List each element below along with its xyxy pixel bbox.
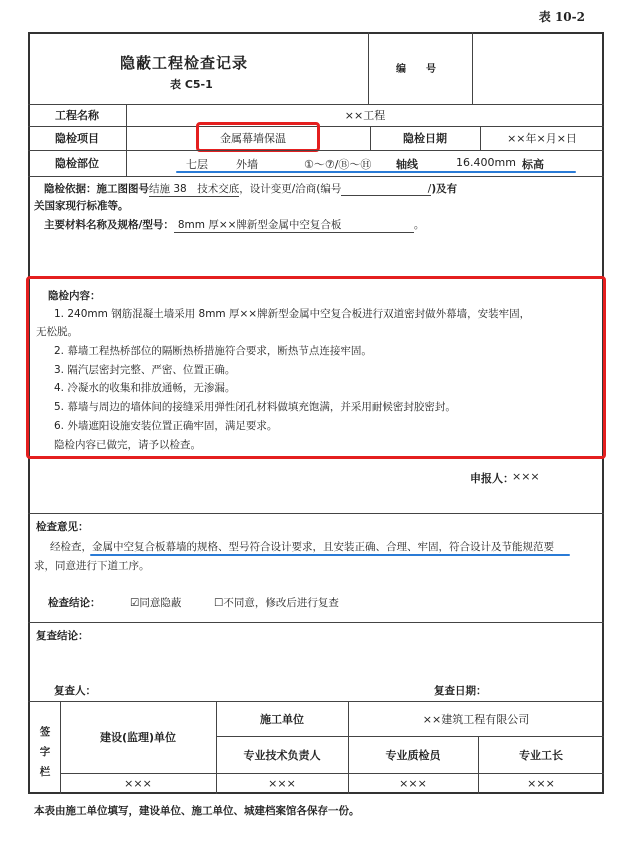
quality-inspector-signature[interactable]: ××× xyxy=(399,777,427,790)
construction-unit-name[interactable]: ××建筑工程有限公司 xyxy=(422,712,530,726)
sign-side-label: 字 xyxy=(39,746,51,758)
opinion-underline xyxy=(90,554,570,556)
basis-suffix: )及有 xyxy=(431,183,458,195)
project-name-label: 工程名称 xyxy=(55,109,99,122)
basis-mid: ，设计变更/洽商(编号 xyxy=(239,183,342,195)
number-label: 编 号 xyxy=(396,64,436,75)
date-value[interactable]: ××年×月×日 xyxy=(507,132,577,145)
item-value[interactable]: 金属幕墙保温 xyxy=(220,132,286,145)
content-label: 隐检内容： xyxy=(48,290,101,302)
disagree-checkbox[interactable]: ☐不同意，修改后进行复查 xyxy=(214,597,339,609)
opinion-line1[interactable]: 经检查，金属中空复合板幕墙的规格、型号符合设计要求，且安装正确、合理、牢固，符合设计及节能规范要 xyxy=(50,541,554,553)
material-value[interactable]: 8mm 厚××牌新型金属中空复合板 xyxy=(174,217,414,233)
recheck-person-label: 复查人： xyxy=(54,685,96,697)
material-end: 。 xyxy=(413,219,425,231)
supervisor-signature[interactable]: ××× xyxy=(124,777,152,790)
content-item: 2. 幕墙工程热桥部位的隔断热桥措施符合要求，断热节点连接牢固。 xyxy=(54,345,372,357)
project-name-value[interactable]: ××工程 xyxy=(344,109,386,122)
change-number[interactable]: / xyxy=(341,183,431,196)
reporter-value[interactable]: ××× xyxy=(512,470,540,483)
content-highlight-box xyxy=(26,276,606,459)
content-item: 4. 冷凝水的收集和排放通畅，无渗漏。 xyxy=(54,382,236,394)
sign-side-label: 签 xyxy=(39,726,51,738)
form-subtitle: 表 C5-1 xyxy=(170,78,213,91)
item-highlight-box xyxy=(196,122,320,152)
location-axis[interactable]: ①～⑦/Ⓑ～Ⓗ xyxy=(304,158,372,171)
tech-lead-label: 专业技术负责人 xyxy=(243,748,321,762)
location-underline xyxy=(176,171,576,173)
elevation-value[interactable]: 16.400mm xyxy=(456,156,516,169)
date-label: 隐检日期 xyxy=(403,132,447,145)
content-item: 6. 外墙遮阳设施安装位置正确牢固，满足要求。 xyxy=(54,420,278,432)
agree-checkbox[interactable]: ☑同意隐蔽 xyxy=(130,597,182,609)
table-number: 表 10-2 xyxy=(538,10,585,24)
recheck-label: 复查结论： xyxy=(36,630,89,642)
location-label: 隐检部位 xyxy=(55,157,99,170)
content-item: 3. 隔汽层密封完整、严密、位置正确。 xyxy=(54,364,236,376)
material-label: 主要材料名称及规格/型号： xyxy=(44,219,174,231)
basis-prefix: 隐检依据：施工图图号 xyxy=(44,183,149,195)
opinion-label: 检查意见： xyxy=(36,521,89,533)
foreman-label: 专业工长 xyxy=(519,748,563,762)
basis-line2: 关国家现行标准等。 xyxy=(34,200,129,212)
location-part[interactable]: 外墙 xyxy=(236,158,258,171)
form-title: 隐蔽工程检查记录 xyxy=(120,54,249,72)
content-item: 5. 幕墙与周边的墙体间的接缝采用弹性闭孔材料做填充饱满，并采用耐候密封胶密封。 xyxy=(54,401,456,413)
foreman-signature[interactable]: ××× xyxy=(527,777,555,790)
drawing-number[interactable]: 结施 38 技术交底 xyxy=(149,183,240,195)
tech-lead-signature[interactable]: ××× xyxy=(268,777,296,790)
recheck-date-label: 复查日期： xyxy=(434,685,487,697)
axis-label: 轴线 xyxy=(396,158,418,171)
supervisor-label: 建设(监理)单位 xyxy=(99,731,177,744)
footer-note: 本表由施工单位填写，建设单位、施工单位、城建档案馆各保存一份。 xyxy=(34,805,360,817)
content-item: 隐检内容已做完，请予以检查。 xyxy=(54,439,201,451)
content-item: 无松脱。 xyxy=(36,326,78,338)
location-floor[interactable]: 七层 xyxy=(186,158,208,171)
quality-inspector-label: 专业质检员 xyxy=(385,748,441,762)
construction-unit-label: 施工单位 xyxy=(260,712,304,726)
content-item: 1. 240mm 钢筋混凝土墙采用 8mm 厚××牌新型金属中空复合板进行双道密封做外幕墙，安装牢固， xyxy=(54,308,531,320)
item-label: 隐检项目 xyxy=(55,132,99,145)
opinion-line2[interactable]: 求，同意进行下道工序。 xyxy=(34,560,150,572)
elevation-label: 标高 xyxy=(522,158,544,171)
conclusion-label: 检查结论： xyxy=(48,597,101,609)
reporter-label: 申报人： xyxy=(470,472,514,485)
sign-side-label: 栏 xyxy=(39,766,51,778)
